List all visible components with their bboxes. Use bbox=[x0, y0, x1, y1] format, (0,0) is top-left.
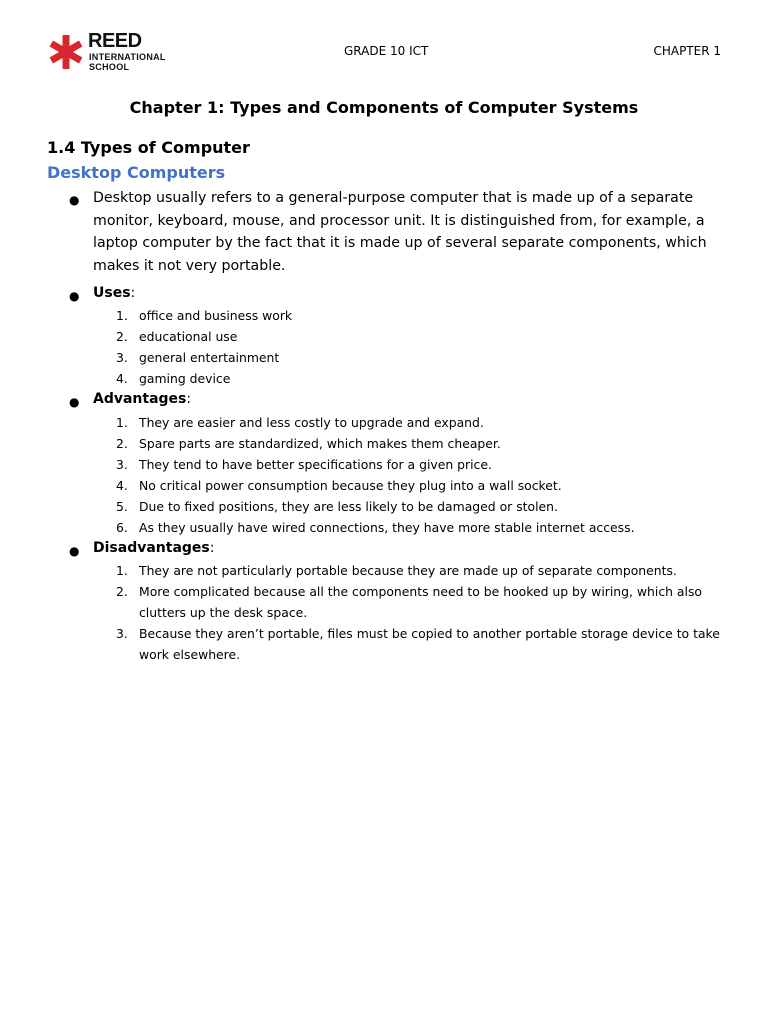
logo-line-school: SCHOOL bbox=[89, 62, 130, 72]
logo-line-international: INTERNATIONAL bbox=[89, 52, 166, 62]
advantages-item: Due to fixed positions, they are less likely to be damaged or stolen. bbox=[139, 499, 558, 514]
list-number: 3. bbox=[116, 457, 128, 472]
disadvantages-item: More complicated because all the components need to be hooked up by wiring, which also clutters up the desk space. bbox=[139, 584, 702, 620]
subsection-heading: Desktop Computers bbox=[47, 163, 226, 182]
disadvantages-item: They are not particularly portable because they are made up of separate components. bbox=[139, 563, 677, 578]
list-number: 1. bbox=[116, 563, 128, 578]
bullet-icon: ● bbox=[69, 395, 80, 409]
list-number: 2. bbox=[116, 329, 128, 344]
uses-item: general entertainment bbox=[139, 350, 280, 365]
page-header bbox=[0, 0, 768, 90]
logo-line-reed: REED bbox=[88, 30, 142, 52]
list-number: 2. bbox=[116, 436, 128, 451]
list-number: 6. bbox=[116, 520, 128, 535]
bullet-icon: ● bbox=[69, 193, 80, 207]
list-number: 2. bbox=[116, 584, 128, 599]
advantages-item: As they usually have wired connections, they have more stable internet access. bbox=[139, 520, 635, 535]
advantages-label: Advantages: bbox=[93, 391, 192, 407]
logo-wordmark bbox=[88, 32, 188, 74]
uses-item: office and business work bbox=[139, 308, 293, 323]
list-number: 3. bbox=[116, 626, 128, 641]
intro-line: monitor, keyboard, mouse, and processor unit. It is distinguished from, for example, a bbox=[93, 212, 705, 229]
advantages-item: Spare parts are standardized, which makes them cheaper. bbox=[139, 436, 501, 451]
uses-item: educational use bbox=[139, 329, 238, 344]
list-number: 4. bbox=[116, 478, 128, 493]
list-number: 5. bbox=[116, 499, 128, 514]
bullet-icon: ● bbox=[69, 289, 80, 303]
list-number: 4. bbox=[116, 371, 128, 386]
star-of-life-icon bbox=[48, 34, 84, 70]
uses-label: Uses: bbox=[93, 285, 136, 301]
section-heading: 1.4 Types of Computer bbox=[47, 138, 250, 157]
advantages-item: No critical power consumption because they plug into a wall socket. bbox=[139, 478, 562, 493]
school-logo bbox=[48, 32, 188, 74]
chapter-title: Chapter 1: Types and Components of Computer Systems bbox=[129, 98, 639, 117]
header-chapter: CHAPTER 1 bbox=[653, 44, 721, 58]
disadvantages-label: Disadvantages: bbox=[93, 540, 215, 556]
intro-line: Desktop usually refers to a general-purpose computer that is made up of a separate bbox=[93, 190, 694, 206]
uses-item: gaming device bbox=[139, 371, 231, 386]
list-number: 1. bbox=[116, 308, 128, 323]
bullet-icon: ● bbox=[69, 544, 80, 558]
intro-line: laptop computer by the fact that it is made up of several separate components, which bbox=[93, 235, 707, 252]
uses-label-text: Uses bbox=[93, 285, 131, 301]
intro-paragraph bbox=[93, 187, 723, 278]
advantages-item: They tend to have better specifications for a given price. bbox=[139, 457, 492, 472]
advantages-item: They are easier and less costly to upgrade and expand. bbox=[139, 415, 484, 430]
disadvantages-item: Because they aren’t portable, files must be copied to another portable storage device to take work elsewhere. bbox=[139, 626, 720, 662]
intro-line: makes it not very portable. bbox=[93, 258, 286, 275]
list-number: 3. bbox=[116, 350, 128, 365]
header-grade: GRADE 10 ICT bbox=[344, 44, 429, 58]
list-number: 1. bbox=[116, 415, 128, 430]
advantages-label-text: Advantages bbox=[93, 391, 187, 407]
disadvantages-label-text: Disadvantages bbox=[93, 540, 210, 556]
